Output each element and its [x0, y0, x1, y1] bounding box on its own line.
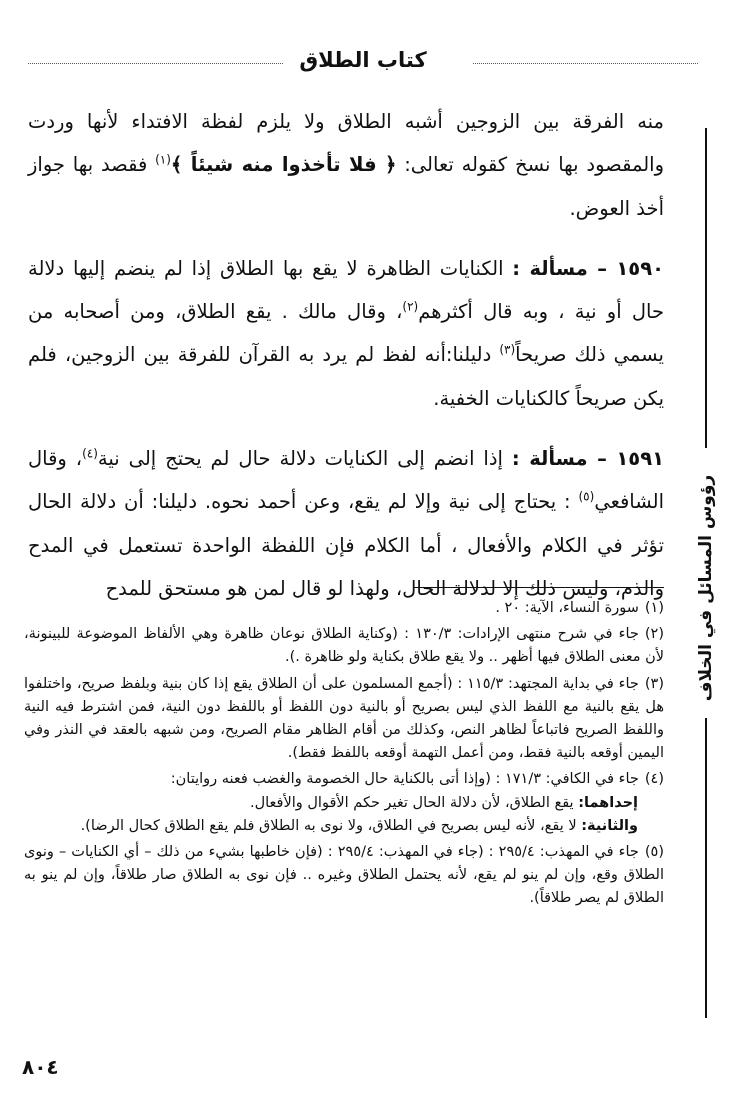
- footnote-2: [24, 623, 664, 669]
- footnote-ref-3[interactable]: (٣): [499, 342, 516, 357]
- issue-1590-text-b: ، وقال مالك . يقع الطلاق، ومن أصحابه من يسمي ذلك صريحاً: [28, 300, 664, 367]
- running-header: [28, 44, 698, 84]
- footnotes: [24, 597, 664, 914]
- footnote-3-number: (٣): [644, 675, 664, 692]
- footnote-4-intro: جاء في الكافي: ١٧١/٣ : (وإذا أتى بالكناية حال الخصومة والغضب فعنه روايتان:: [170, 771, 639, 788]
- side-vertical-title: رؤوس المسائل في الخلاف: [696, 474, 716, 702]
- footnote-ref-1[interactable]: (١): [155, 152, 171, 167]
- issue-1591: [28, 437, 664, 610]
- footnote-4-second-label: والثانية:: [581, 817, 638, 834]
- footnote-ref-4[interactable]: (٤): [82, 446, 98, 461]
- side-rule-top: [705, 128, 707, 448]
- footnote-4-second-text: لا يقع، لأنه ليس بصريح في الطلاق، ولا نوى به الطلاق فلم يقع الطلاق كحال الرضا).: [80, 817, 582, 834]
- paragraph-intro: [28, 100, 664, 230]
- side-running-title: [676, 118, 736, 1078]
- quran-verse: ﴿ فلا تأخذوا منه شيئاً ﴾: [170, 153, 397, 177]
- footnote-4-intro-line: [24, 768, 664, 791]
- footnote-5-number: (٥): [644, 844, 664, 861]
- footnote-ref-2[interactable]: (٢): [402, 299, 419, 314]
- footnote-1: [24, 597, 664, 620]
- header-rule-left: [28, 63, 283, 64]
- footnote-2-text: جاء في شرح منتهى الإرادات: ١٣٠/٣ : (وكناية الطلاق نوعان ظاهرة وهي الألفاظ الموضوعة للبينونة، لأن معنى الطلاق فيها أظهر .. ولا يقع طلاق بكناية ولو ظاهرة .).: [24, 626, 664, 666]
- footnote-5-text: جاء في المهذب: ٢٩٥/٤ : (جاء في المهذب: ٢٩٥/٤ : (فإن خاطبها بشيء من ذلك – أي الكنايات – ونوى الطلاق وقع، وإن لم ينو لم يقع، لأنه يحتمل الطلاق وغيره .. فإن نوى به الطلاق صار طلاقاً، وإن لم ينو به الطلاق لم يصر طلاقاً).: [24, 844, 664, 907]
- footnote-4-second: [24, 815, 664, 838]
- issue-1591-label: ١٥٩١ – مسألة :: [511, 447, 664, 471]
- footnote-2-number: (٢): [644, 626, 664, 643]
- footnote-4: [24, 768, 664, 838]
- footnote-3-text: جاء في بداية المجتهد: ١١٥/٣ : (أجمع المسلمون على أن الطلاق يقع إذا كان بنية وبلفظ صريح، واختلفوا هل يقع بالنية مع اللفظ الذي ليس بصريح أو بالنية دون اللفظ أو باللفظ دون النية، فمن اشترط فيه النية واللفظ الصريح فاتباعاً لظاهر النص، وكذلك من أقام الظاهر مقام الصريح، ومن شبهه بالعقد في النذر وفي اليمين أوقعه بالنية فقط، ومن أعمل التهمة أوقعه باللفظ فقط).: [24, 675, 664, 762]
- issue-1590-text-a: الكنايات الظاهرة لا يقع بها الطلاق إذا لم ينضم إليها دلالة حال أو نية ، وبه قال أكثرهم: [28, 256, 664, 324]
- footnote-1-text: سورة النساء، الآية: ٢٠ .: [495, 600, 639, 616]
- intro-text-a: منه الفرقة بين الزوجين أشبه الطلاق ولا يلزم لفظة الافتداء لأنها وردت والمقصود بها نسخ كقوله تعالى:: [28, 110, 664, 177]
- footnote-4-first-label: إحداهما:: [578, 794, 638, 811]
- main-text: [28, 100, 664, 610]
- footnote-1-number: (١): [644, 600, 664, 616]
- footnote-4-number: (٤): [644, 771, 664, 788]
- issue-1591-text-a: إذا انضم إلى الكنايات دلالة حال لم يحتج إلى نية: [97, 447, 512, 471]
- issue-1591-text-c: : يحتاج إلى نية وإلا لم يقع، وعن أحمد نحوه. دليلنا: أن دلالة الحال تؤثر في الكلام والأفعال ، أما الكلام فإن اللفظة الواحدة تستعمل في المدح والذم، وليس ذلك إلا لدلالة الحال، ولهذا لو قال لمن هو مستحق للمدح: [28, 490, 664, 600]
- footnote-ref-5[interactable]: (٥): [578, 489, 595, 504]
- footnote-separator: [414, 587, 664, 588]
- footnote-4-first-text: يقع الطلاق، لأن دلالة الحال تغير حكم الأقوال والأفعال.: [250, 794, 579, 811]
- issue-1590-text-c: دليلنا:أنه لفظ لم يرد به القرآن للفرقة بين الزوجين، فلم يكن صريحاً كالكنايات الخفية.: [28, 343, 664, 410]
- side-rule-bottom: [705, 718, 707, 1018]
- issue-1591-text-b: ، وقال الشافعي: [28, 447, 664, 514]
- footnote-5: [24, 841, 664, 911]
- intro-text-b: فقصد بها جواز أخذ العوض.: [28, 153, 664, 220]
- header-rule-right: [473, 63, 698, 64]
- issue-1590: [28, 247, 664, 420]
- footnote-4-first: [24, 792, 664, 815]
- page-number: ٨٠٤: [22, 1055, 59, 1079]
- issue-1590-label: ١٥٩٠ – مسألة :: [512, 256, 664, 280]
- header-title: كتاب الطلاق: [299, 48, 427, 72]
- footnote-3: [24, 673, 664, 766]
